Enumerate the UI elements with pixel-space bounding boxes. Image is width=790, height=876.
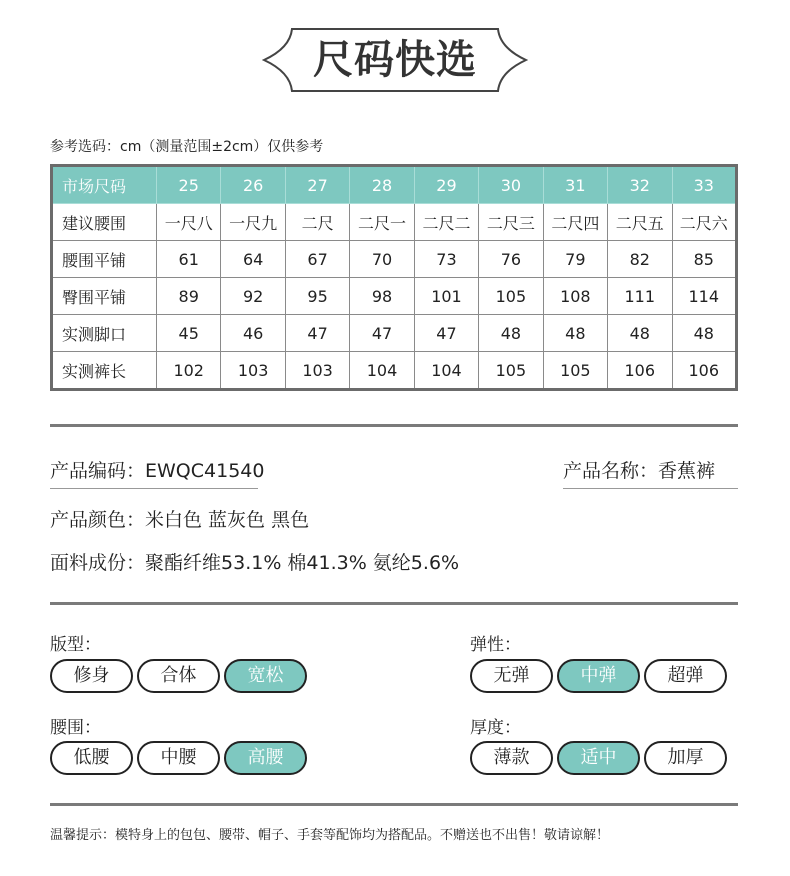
table-cell: 92 [221,278,285,315]
table-cell: 二尺三 [479,204,543,241]
table-cell: 98 [350,278,414,315]
table-cell: 111 [608,278,672,315]
table-cell: 102 [157,352,221,390]
table-cell: 二尺六 [672,204,737,241]
table-cell: 47 [285,315,349,352]
row-label: 建议腰围 [52,204,157,241]
table-cell: 一尺九 [221,204,285,241]
table-cell: 104 [414,352,478,390]
page-title: 尺码快选 [313,37,477,83]
table-cell: 76 [479,241,543,278]
table-cell: 二尺 [285,204,349,241]
table-cell: 114 [672,278,737,315]
elasticity-label: 弹性： [470,635,521,655]
table-cell: 67 [285,241,349,278]
thickness-label: 厚度： [470,718,521,738]
product-name-label: 产品名称： [563,460,659,482]
header-cell: 27 [285,166,349,204]
header-cell: 29 [414,166,478,204]
product-fabric-label: 面料成份： [50,552,146,574]
elasticity-option-none: 无弹 [470,659,553,693]
table-cell: 101 [414,278,478,315]
table-cell: 108 [543,278,607,315]
waist-option-low: 低腰 [50,741,133,775]
header-cell: 25 [157,166,221,204]
product-code [50,456,264,483]
table-cell: 48 [672,315,737,352]
thickness-option-thin: 薄款 [470,741,553,775]
table-cell: 79 [543,241,607,278]
table-cell: 二尺四 [543,204,607,241]
table-cell: 105 [479,278,543,315]
table-cell: 106 [672,352,737,390]
notice-text: 温馨提示：模特身上的包包、腰带、帽子、手套等配饰均为搭配品。不赠送也不出售！敬请谅解！ [50,828,610,843]
table-row [52,352,737,390]
elasticity-option-high: 超弹 [644,659,727,693]
table-cell: 47 [350,315,414,352]
size-table [50,164,738,391]
table-cell: 103 [221,352,285,390]
product-color-label: 产品颜色： [50,509,146,531]
product-fabric [50,548,459,575]
table-cell: 106 [608,352,672,390]
table-cell: 82 [608,241,672,278]
product-fabric-value: 聚酯纤维53.1% 棉41.3% 氨纶5.6% [145,552,460,574]
product-name [563,456,715,483]
thickness-option-medium: 适中 [557,741,640,775]
underline [50,488,258,489]
table-cell: 105 [479,352,543,390]
fit-label: 版型： [50,635,101,655]
header-cell: 30 [479,166,543,204]
table-cell: 104 [350,352,414,390]
row-label: 实测脚口 [52,315,157,352]
row-label: 实测裤长 [52,352,157,390]
table-row [52,241,737,278]
table-cell: 61 [157,241,221,278]
header-cell: 32 [608,166,672,204]
waist-label: 腰围： [50,718,101,738]
header-cell: 33 [672,166,737,204]
table-cell: 85 [672,241,737,278]
table-cell: 95 [285,278,349,315]
waist-option-high: 高腰 [224,741,307,775]
size-table-header [52,166,737,204]
fit-option-regular: 合体 [137,659,220,693]
table-cell: 二尺二 [414,204,478,241]
product-color-value: 米白色 蓝灰色 黑色 [145,509,310,531]
underline [563,488,738,489]
row-label: 腰围平铺 [52,241,157,278]
elasticity-option-medium: 中弹 [557,659,640,693]
table-cell: 105 [543,352,607,390]
divider [50,424,738,427]
header-cell: 市场尺码 [52,166,157,204]
fit-option-slim: 修身 [50,659,133,693]
table-cell: 二尺五 [608,204,672,241]
table-cell: 48 [479,315,543,352]
table-cell: 89 [157,278,221,315]
table-cell: 一尺八 [157,204,221,241]
table-cell: 45 [157,315,221,352]
fit-option-loose: 宽松 [224,659,307,693]
table-cell: 47 [414,315,478,352]
table-row [52,315,737,352]
table-cell: 二尺一 [350,204,414,241]
product-code-label: 产品编码： [50,460,146,482]
reference-note: 参考选码：cm（测量范围±2cm）仅供参考 [50,139,324,155]
header-cell: 31 [543,166,607,204]
product-code-value: EWQC41540 [145,460,265,482]
product-color [50,505,309,532]
header-cell: 28 [350,166,414,204]
table-cell: 70 [350,241,414,278]
waist-option-mid: 中腰 [137,741,220,775]
table-cell: 103 [285,352,349,390]
thickness-option-thick: 加厚 [644,741,727,775]
table-row [52,204,737,241]
divider [50,803,738,806]
row-label: 臀围平铺 [52,278,157,315]
table-cell: 48 [608,315,672,352]
divider [50,602,738,605]
table-cell: 46 [221,315,285,352]
table-row [52,278,737,315]
table-cell: 64 [221,241,285,278]
table-cell: 73 [414,241,478,278]
product-name-value: 香蕉裤 [658,460,716,482]
table-cell: 48 [543,315,607,352]
header-cell: 26 [221,166,285,204]
title-badge [262,28,528,92]
